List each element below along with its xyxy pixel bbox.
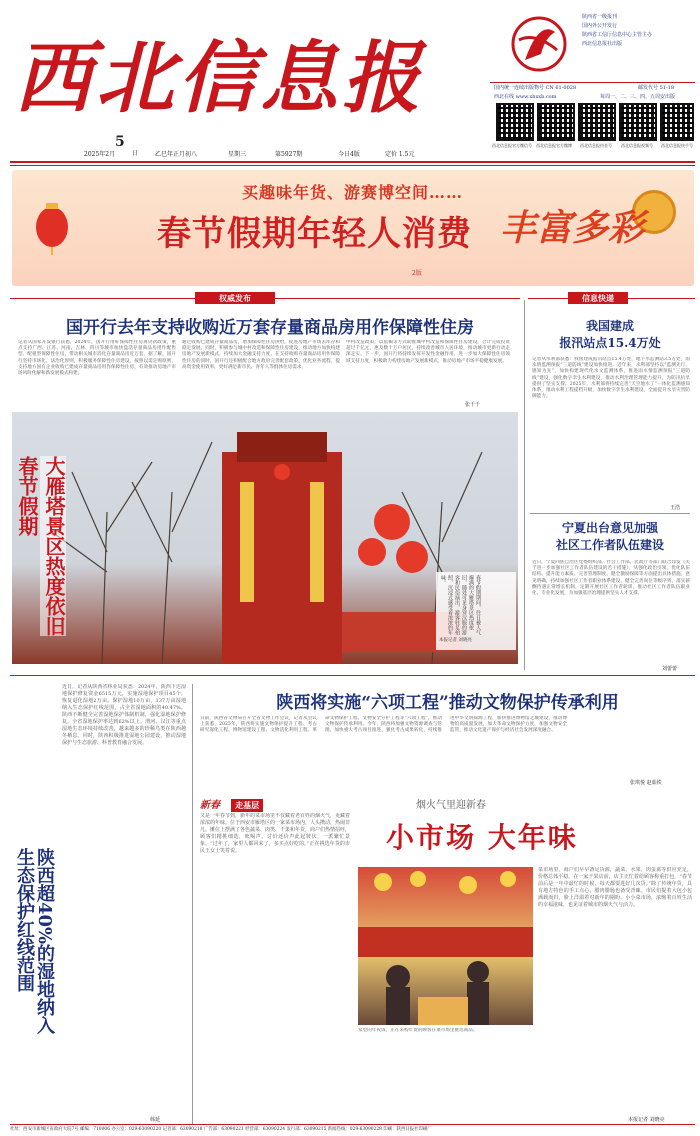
qr-caption-2: 西北信息报官方微博 <box>536 143 572 148</box>
walk-section-label: 新春 走基层 <box>200 793 300 807</box>
date-lunar: 乙巳年正月初八 <box>155 151 198 158</box>
walk-body-left: 又是一年春节到，新年的菜市场里不仅藏着老百姓的烟火气，更藏着浓浓的年味。位于西安市雁塔区的一家菜市场内，人头攒动，热闹非凡。摊位上摆满了各色蔬菜、肉类、干果和年货，商户们热情招呼，顾客们精挑细选，吆喝声、讨价还价声此起彼伏，一派繁忙景象。“过年了，家里人都回来了，多买点好吃的。”正在挑选年货的市民王女士笑着说。 <box>200 813 350 854</box>
wetland-body: 近日，记者从陕西省林业局获悉：2024年，陕西下达湿地保护修复资金6515万元，实施湿地保护项目45个，恢复退化湿地2万亩。保护湿地10万亩，137万亩湿地纳入生态保护红线范围，占全省湿地面积的40.47%。陕西不断健全完善湿地保护体制机制，强化湿地保护修复，全省湿地保护率达到62%以上。渭河、汉江等重点湿地生态环境持续改善，越来越多的珍稀鸟类在陕西越冬栖息。同时，陕西积极推进湿地公园建设，推动湿地保护与生态旅游、科普教育融合发展。 <box>62 684 186 746</box>
masthead-info-4: 西北信息报社出版 <box>582 41 623 47</box>
brief2-headline: 宁夏出台意见加强 社区工作者队伍建设 <box>555 521 664 552</box>
walk-photo-caption: 家里的年夜饭，正在采购年货的顾客在菜市场里挑选商品。 <box>358 1028 478 1033</box>
masthead-postal: 邮发代号 51-18 <box>638 85 675 91</box>
brief1-body: 记者从水利部获悉：我国建成报汛站点15.4万处，地下水监测站3.5万处，雨水情监测预报“三道防线”建设加快推进。近年来，水利部坚持以“监测先行、感知为先”，加快构建现代化水文监测体系，推进雨水情监测预报“三道防线”建设，强化数字孪生水利建设，推动水利治理管理能力提升，为防汛抗旱提供了坚实支撑。2025年，水利部将持续完善“天空地水工”一体化监测感知体系，推动水利工程提档升级，加快数字孪生水利建设，全面提升水旱灾害防御能力。 <box>532 357 690 400</box>
lead-body-col1: 记者从国家开发银行获悉，2024年，国开行用好保障性住房再贷款政策，重点支持广西、江苏、河南、吉林、四川等城市加快盘活存量商品房用作配售型、配租型保障性住房，带动相关城市消化存量商品房近万套。据了解，国开行坚持市场化、法治化原则，积极服务保障性住房建设，按照以需定购原则，支持地方国有企业收购已建成存量商品房用作保障性住房，有效推动房地产市场风险化解和新发展模式构建。 <box>18 340 176 377</box>
banner-headline-accent: 丰富多彩 <box>500 207 645 249</box>
brief2-byline: 刘蕾蕾 <box>662 666 678 672</box>
qr-code-douyin <box>578 103 616 141</box>
qr-code-weibo <box>537 103 575 141</box>
brief2-body: 近日，宁夏回族自治区党委组织部、社会工作部、民政厅等部门联合印发《关于进一步加强社区工作者队伍建设的若干措施》，从强化政治引领、优化队伍结构、提升能力素质、完善管理制度、健全激励保障等方面提出具体措施。意见明确，持续加强社区工作者职业体系建设，健全完善岗位等级序列，落实薪酬待遇正常增长机制，定期开展社区工作者轮训，推动社区工作者队伍职业化、专业化发展，为加强基层治理提供坚实人才支撑。 <box>532 560 690 597</box>
masthead-info-2: 国内外公开发行 <box>582 23 618 29</box>
lead-headline: 国开行去年支持收购近万套存量商品房用作保障性住房 <box>66 318 474 338</box>
banner <box>12 170 694 286</box>
lead-byline: 张千千 <box>465 402 481 408</box>
masthead-info-1: 陕西省一级报刊 <box>582 14 618 20</box>
masthead-title: 西北信息报 <box>14 33 425 124</box>
banner-kicker: 买趣味年货、游赛博空间…… <box>242 183 464 202</box>
section-authority: 权威发布 <box>10 292 520 304</box>
walk-byline: 本报记者 刘晓亮 <box>628 1117 665 1123</box>
photo-caption <box>436 572 516 650</box>
qr-caption-5: 西北信息报快手号 <box>661 143 693 148</box>
date-day-label: 日 <box>132 150 139 157</box>
qr-caption-1: 西北信息报官方微信号 <box>492 143 532 148</box>
section-quick: 信息快递 <box>528 292 695 304</box>
walk-headline: 小市场 大年味 <box>386 821 578 854</box>
photo-credit: 本报记者 刘晓亮 <box>439 638 472 643</box>
banner-page-ref: 2版 <box>412 270 422 277</box>
date-weekday: 星期三 <box>228 151 247 158</box>
market-photo <box>358 867 533 1025</box>
photo-vertical-label: 春节假期 <box>15 456 39 536</box>
lead-body-col2: 通过收购已建成存量商品房，增加保障性住房供给，促进房地产市场去库存和稳定发展。同时，积极参与城中村改造和保障性住房建设，推动地方加快构建房地产发展新模式，持续加大金融支持力度。在支持收购存量商品房用作保障性住房的同时，国开行还积极配合地方政府完善配套政策，优化业务流程，提高资金使用效率，更好满足新市民、青年人等群体住房需求。 <box>182 340 340 370</box>
banner-lantern-icon <box>32 195 72 255</box>
brief1-byline: 王浩 <box>670 505 681 511</box>
photo-caption-text: 春节假期期间，往日被人气爆满的大雁塔景区热度依旧，随处可见身穿汉服的游客和民俗演出，游客驻足拍照，沉浸式感受着浓浓的年味。 <box>440 575 481 635</box>
masthead-days: 每周一、二、三、四、五周安出版 <box>600 94 676 100</box>
walk-body-right: 菜市场里，商户们早早备足货源，蔬菜、水果、肉蛋禽等供应充足，价格总体平稳。在一家干果店前，店主正忙着给顾客称重打包，“春节前后是一年中最忙的时候，每天都要进好几次货。”除了传统年货，具有地方特色的手工点心、腊肉腊肠也备受青睐。市民们提着大包小包满载而归，脸上洋溢着对新年的期盼。小小菜市场，浓缩着百姓生活的幸福滋味，也见证着城市的烟火气与活力。 <box>538 867 692 908</box>
heritage-body: 日前，陕西省文物局召开全省文物工作会议，记者从会议上获悉，2025年，陕西将实施文物保护提升工程、考古研究深化工程、博物馆建设工程、文物活化利用工程、革命文物保护工程、文物安全守护工程等“六项工程”，推动文物保护传承利用。今年，陕西将加强文物资源调查与管理，加快重大考古项目推进，强化考古成果转化，持续推进中华文明探源工程，加快推进博物馆之城建设，推动博物馆高质量发展，加大革命文物保护力度，加强文物安全监管，推动文化遗产保护与经济社会发展深度融合。 <box>200 716 567 734</box>
qr-code-kuaishou <box>660 103 694 141</box>
walk-kicker: 烟火气里迎新春 <box>416 800 486 811</box>
qr-code-video <box>619 103 657 141</box>
date-day: 5 <box>115 134 125 150</box>
heritage-headline: 陕西将实施“六项工程”推动文物保护传承利用 <box>276 693 619 713</box>
masthead-logo <box>505 10 569 80</box>
wetland-byline: 韩延 <box>150 1117 161 1123</box>
masthead-code: 国内统一连续出版物号 CN 61-0028 <box>494 85 577 91</box>
masthead-info-3: 陕西省工信厅信息中心主管主办 <box>582 32 653 38</box>
date-price: 定价 1.5元 <box>385 151 415 158</box>
heritage-byline: 张琪悦 赵茹铁 <box>630 780 662 786</box>
banner-headline: 春节假期年轻人消费 <box>157 214 472 254</box>
masthead-site: 西北在线 www.xbxxb.com <box>494 94 557 100</box>
qr-caption-3: 西北信息报抖音号 <box>580 143 612 148</box>
date-pages: 今日4版 <box>338 151 360 158</box>
wetland-headline: 陕西超40%的湿地纳入 生态保护红线范围 <box>14 848 55 1035</box>
date-month: 2025年2月 <box>84 151 116 158</box>
footer-text: 社址：西安市新城区省政府大院7号 邮编：710006 办公室：029-63090220 记者部：63090218 广告部：63090221 经营部：63090224 发行部：63090215 新闻热线：029-63090228 印刷：陕西日报社印刷厂 <box>10 1127 432 1132</box>
date-issue: 第5927期 <box>275 151 303 158</box>
photo-vertical-title: 大雁塔景区热度依旧 <box>42 456 66 636</box>
qr-code-wechat <box>496 103 534 141</box>
lead-body-col3: 中村改造政策，以依赖等方式助推城中村改造和保障性住房建设，合计完成投资超过千亿元，惠及数十万户居民，持续改善城市人居环境，推动城市更新行动走深走实。下一步，国开行将持续发挥开发性金融作用，进一步加大保障性住房领域支持力度，积极助力构建房地产发展新模式，推动房地产市场平稳健康发展。 <box>346 340 510 364</box>
brief1-headline: 我国建成 报汛站点15.4万处 <box>559 319 661 350</box>
qr-caption-4: 西北信息报视频号 <box>621 143 653 148</box>
